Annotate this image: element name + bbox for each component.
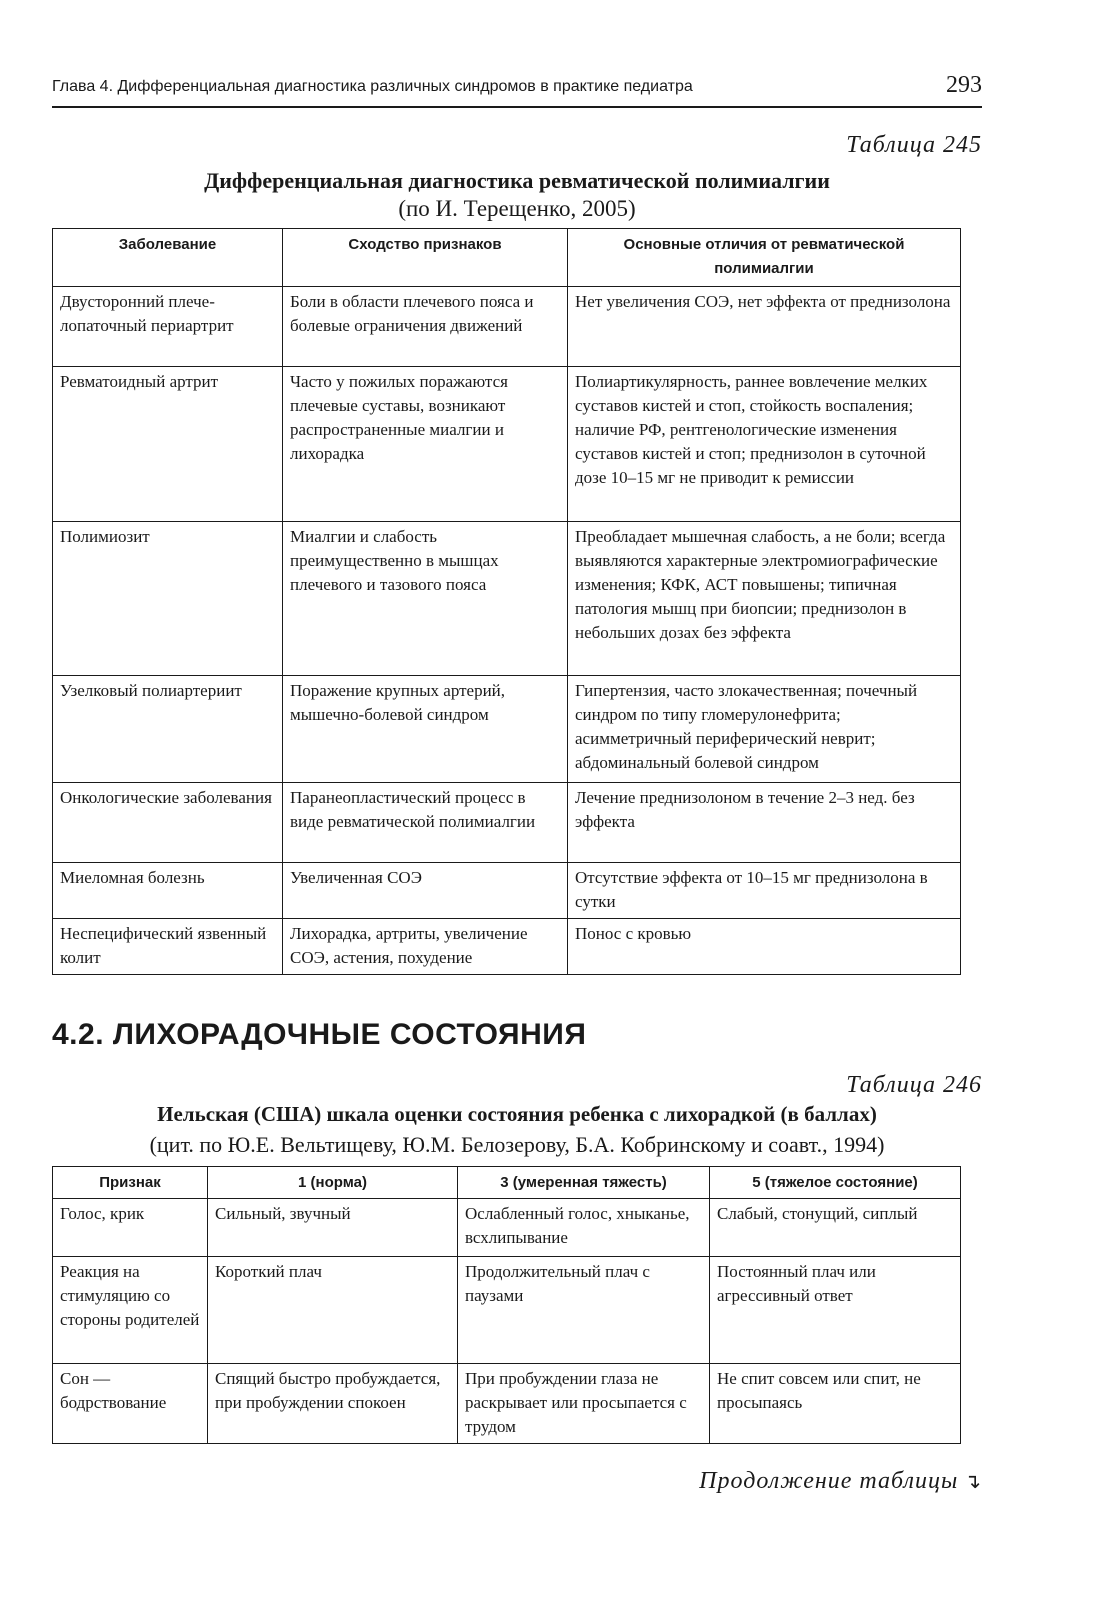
table-row: [53, 1199, 961, 1257]
cell-differences: Отсутствие эффекта от 10–15 мг преднизолона в сутки: [568, 863, 961, 919]
cell-similarity: Лихорадка, артриты, увеличение СОЭ, астения, похудение: [283, 919, 568, 975]
cell-score-5: Не спит совсем или спит, не просыпаясь: [710, 1364, 961, 1444]
cell-differences: Лечение преднизолоном в течение 2–3 нед. без эффекта: [568, 783, 961, 863]
table-246-caption: Таблица 246: [846, 1072, 982, 1098]
table-row: [53, 367, 961, 522]
table-row: [53, 863, 961, 919]
column-header: 3 (умеренная тяжесть): [458, 1167, 710, 1199]
cell-score-1: Короткий плач: [208, 1257, 458, 1364]
cell-score-3: Ослабленный голос, хныканье, всхлипывание: [458, 1199, 710, 1257]
cell-differences: Нет увеличения СОЭ, нет эффекта от преднизолона: [568, 287, 961, 367]
page-number: 293: [946, 72, 982, 98]
table-245-title: Дифференциальная диагностика ревматической полимиалгии: [204, 168, 830, 193]
cell-differences: Полиартикулярность, раннее вовлечение мелких суставов кистей и стоп, стойкость воспаления; наличие РФ, рентгенологические изменения суставов кистей и стоп; преднизолон в суточной дозе 10–15 мг не приводит к ремиссии: [568, 367, 961, 522]
table-row: [53, 1257, 961, 1364]
cell-similarity: Миалгии и слабость преимущественно в мышцах плечевого и тазового пояса: [283, 522, 568, 676]
cell-disease: Неспецифический язвенный колит: [53, 919, 283, 975]
continuation-note: [699, 1468, 982, 1495]
table-245-subtitle: (по И. Терещенко, 2005): [398, 196, 636, 221]
cell-score-5: Постоянный плач или агрессивный ответ: [710, 1257, 961, 1364]
cell-score-1: Спящий быстро пробуждается, при пробуждении спокоен: [208, 1364, 458, 1444]
cell-differences: Преобладает мышечная слабость, а не боли; всегда выявляются характерные электромиографические изменения; КФК, АСТ повышены; типичная патология мышц при биопсии; преднизолон в небольших дозах без эффекта: [568, 522, 961, 676]
table-row: [53, 919, 961, 975]
table-row: [53, 1364, 961, 1444]
cell-disease: Полимиозит: [53, 522, 283, 676]
table-row: [53, 783, 961, 863]
cell-sign: Голос, крик: [53, 1199, 208, 1257]
cell-similarity: Поражение крупных артерий, мышечно-болевой синдром: [283, 676, 568, 783]
cell-score-3: Продолжительный плач с паузами: [458, 1257, 710, 1364]
table-header-row: [53, 1167, 961, 1199]
table-row: [53, 522, 961, 676]
cell-similarity: Паранеопластический процесс в виде ревматической полимиалгии: [283, 783, 568, 863]
cell-disease: Двусторонний плече-лопаточный периартрит: [53, 287, 283, 367]
column-header: Сходство признаков: [283, 229, 568, 287]
cell-similarity: Боли в области плечевого пояса и болевые ограничения движений: [283, 287, 568, 367]
table-245: [52, 228, 961, 975]
cell-sign: Сон — бодрствование: [53, 1364, 208, 1444]
cell-sign: Реакция на стимуляцию со стороны родителей: [53, 1257, 208, 1364]
cell-differences: Понос с кровью: [568, 919, 961, 975]
column-header: Признак: [53, 1167, 208, 1199]
continuation-text: Продолжение таблицы: [699, 1468, 959, 1494]
section-heading: 4.2. ЛИХОРАДОЧНЫЕ СОСТОЯНИЯ: [52, 1018, 587, 1051]
table-row: [53, 287, 961, 367]
column-header: Основные отличия от ревматической полимиалгии: [568, 229, 961, 287]
cell-disease: Миеломная болезнь: [53, 863, 283, 919]
cell-disease: Узелковый полиартериит: [53, 676, 283, 783]
cell-score-5: Слабый, стонущий, сиплый: [710, 1199, 961, 1257]
table-245-caption: Таблица 245: [846, 132, 982, 158]
table-header-row: [53, 229, 961, 287]
table-row: [53, 676, 961, 783]
cell-score-1: Сильный, звучный: [208, 1199, 458, 1257]
turn-arrow-icon: ↴: [964, 1471, 982, 1493]
table-246-subtitle: (цит. по Ю.Е. Вельтищеву, Ю.М. Белозерову, Б.А. Кобринскому и соавт., 1994): [149, 1132, 885, 1157]
table-246: [52, 1166, 961, 1444]
column-header: Заболевание: [53, 229, 283, 287]
cell-differences: Гипертензия, часто злокачественная; почечный синдром по типу гломерулонефрита; асимметричный периферический неврит; абдоминальный болевой синдром: [568, 676, 961, 783]
cell-similarity: Часто у пожилых поражаются плечевые суставы, возникают распространенные миалгии и лихорадка: [283, 367, 568, 522]
cell-score-3: При пробуждении глаза не раскрывает или просыпается с трудом: [458, 1364, 710, 1444]
cell-disease: Ревматоидный артрит: [53, 367, 283, 522]
chapter-title: Глава 4. Дифференциальная диагностика различных синдромов в практике педиатра: [52, 78, 693, 95]
running-header: [52, 70, 982, 108]
cell-disease: Онкологические заболевания: [53, 783, 283, 863]
cell-similarity: Увеличенная СОЭ: [283, 863, 568, 919]
column-header: 1 (норма): [208, 1167, 458, 1199]
column-header: 5 (тяжелое состояние): [710, 1167, 961, 1199]
table-246-title: Иельская (США) шкала оценки состояния ребенка с лихорадкой (в баллах): [157, 1102, 877, 1126]
